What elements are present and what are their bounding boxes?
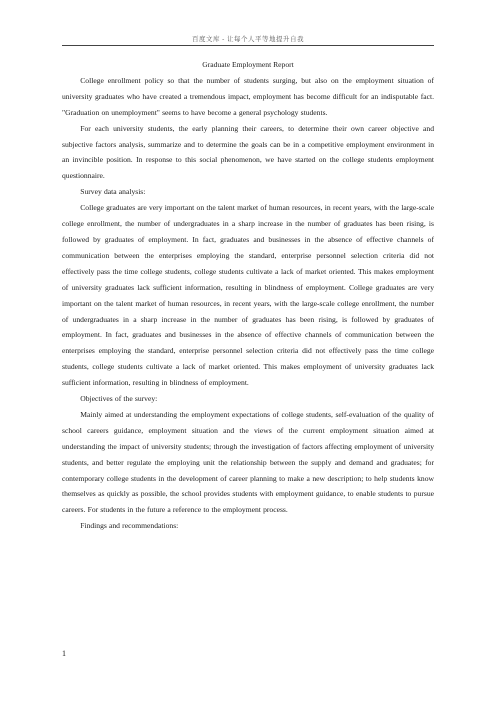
- page-number: 1: [62, 649, 66, 658]
- document-title: Graduate Employment Report: [202, 60, 294, 69]
- header-divider: [62, 45, 434, 46]
- paragraph-data-analysis: College graduates are very important on the talent market of human resources, in recent years, with the large-scale college enrollment, the number of undergraduates in a sharp increase in the number of graduates has been rising, is followed by graduates of employment. In fact, graduates and businesses in the absence of effective channels of communication between the enterprises employing the standard, enterprise personnel selection criteria did not effectively pass the time college students, college students cultivate a lack of market oriented. This makes employment of university graduates lack sufficient information, resulting in blindness of employment. College graduates are very important on the talent market of human resources, in recent years, with the large-scale college enrollment, the number of undergraduates in a sharp increase in the number of graduates has been rising, is followed by graduates of employment. In fact, graduates and businesses in the absence of effective channels of communication between the enterprises employing the standard, enterprise personnel selection criteria did not effectively pass the time college students, college students cultivate a lack of market oriented. This makes employment of university graduates lack sufficient information, resulting in blindness of employment.: [62, 203, 434, 388]
- section-heading-findings: Findings and recommendations:: [80, 521, 179, 531]
- paragraph-objectives: Mainly aimed at understanding the employment expectations of college students, self-evaluation of the quality of school careers guidance, employment situation and the views of the current employment situation aimed at understanding the impact of university students; through the investigation of factors affecting employment of university students, and better regulate the employing unit the relationship between the supply and demand and graduates; for contemporary college students in the development of career planning to make a new description; to help students know themselves as quickly as possible, the school provides students with employment guidance, to enable students to pursue careers. For students in the future a reference to the employment process.: [62, 409, 434, 515]
- paragraph-career-planning: For each university students, the early planning their careers, to determine their own career objective and subjective factors analysis, summarize and to determine the goals can be in a competitive employment environment in an invincible position. In response to this social phenomenon, we have started on the college students employment questionnaire.: [62, 123, 434, 181]
- document-body: [62, 57, 434, 534]
- page-header: 百度文库 - 让每个人平等地提升自我: [192, 36, 304, 43]
- section-heading-objectives: Objectives of the survey:: [80, 394, 158, 404]
- section-heading-data-analysis: Survey data analysis:: [80, 187, 146, 197]
- paragraph-intro: College enrollment policy so that the number of students surging, but also on the employment situation of university graduates who have created a tremendous impact, employment has become difficult for an indisputable fact. "Graduation on unemployment" seems to have become a general psychology students.: [62, 75, 434, 117]
